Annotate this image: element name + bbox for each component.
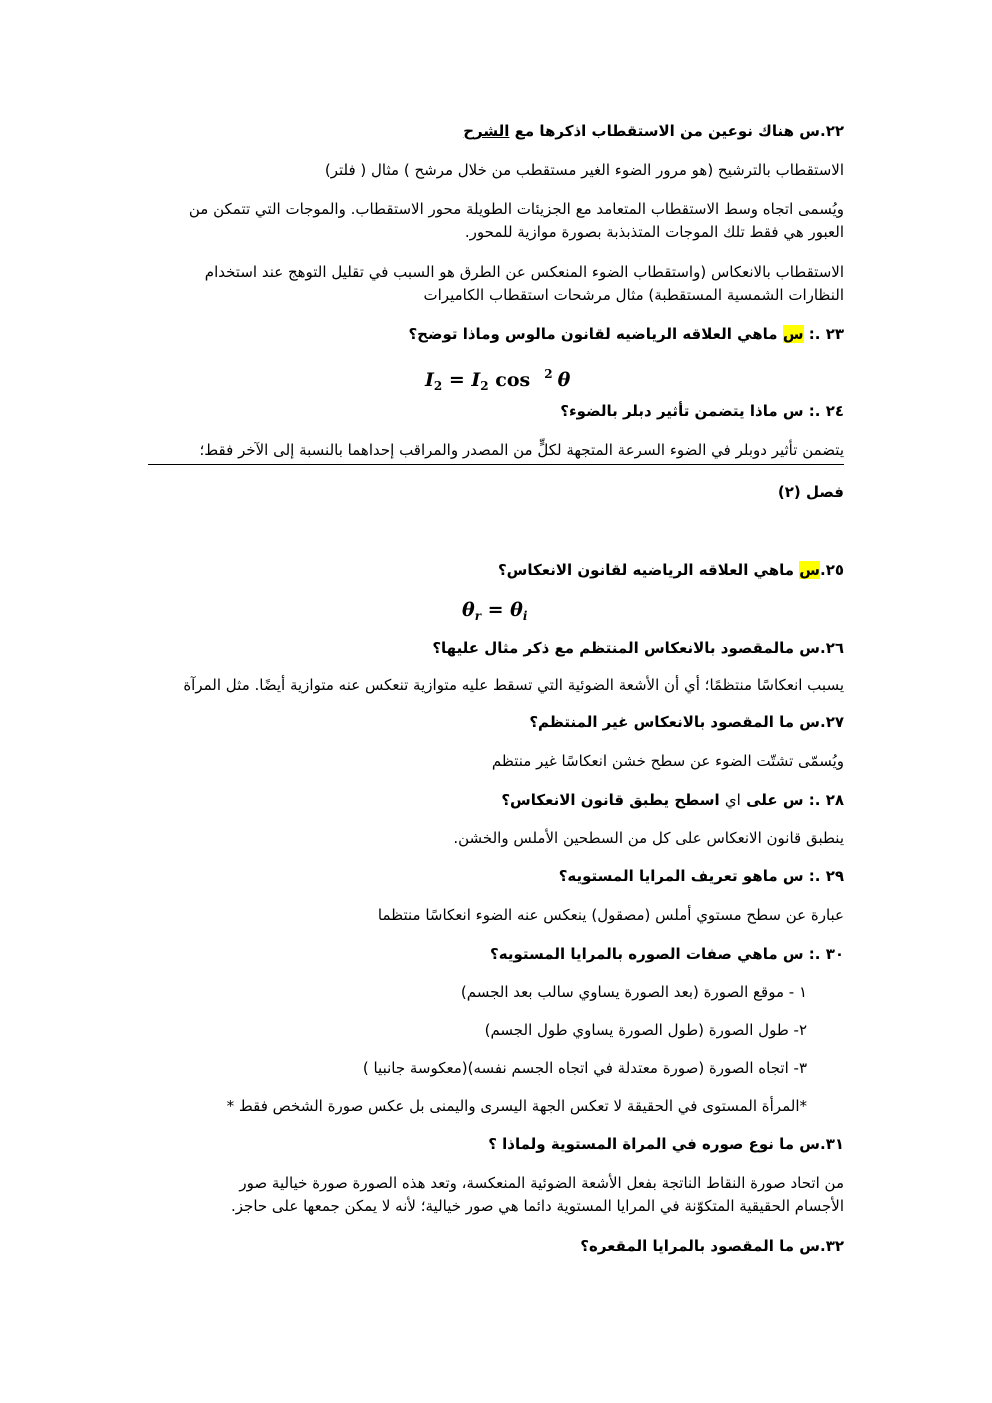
- equation-theta-r: θ: [462, 599, 475, 621]
- question-25-highlight: س: [799, 561, 820, 579]
- question-24-title: ٢٤ .: س ماذا يتضمن تأثير دبلر بالضوء؟: [560, 402, 844, 420]
- question-28-answer: ينطبق قانون الانعكاس على كل من السطحين الأملس والخشن.: [453, 829, 844, 847]
- equation-exponent: 2: [544, 367, 553, 381]
- question-26-title: ٢٦.س مالمقصود بالانعكاس المنتظم مع ذكر مثال عليها؟: [432, 639, 844, 657]
- question-25-title: [498, 559, 844, 582]
- question-30-title: ٣٠ .: س ماهي صفات الصوره بالمرايا المستويه؟: [490, 945, 844, 963]
- question-28-title-a: ٢٨ .: س على: [740, 791, 844, 809]
- equation-theta: θ: [557, 369, 571, 391]
- question-26-answer: يسبب انعكاسًا منتظمًا؛ أي أن الأشعة الضوئية التي تسقط عليه متوازية تنعكس عنه متوازية أيضًا. مثل المرآة: [183, 676, 844, 694]
- equation-equals: =: [442, 369, 472, 391]
- question-29-title: ٢٩ .: س ماهو تعريف المرايا المستويه؟: [558, 867, 844, 885]
- question-24-answer: يتضمن تأثير دوبلر في الضوء السرعة المتجهة لكلٍّ من المصدر والمراقب إحداهما بالنسبة إلى الآخر فقط؛: [199, 441, 844, 459]
- list-item: ١ - موقع الصورة (بعد الصورة يساوي سالب بعد الجسم): [460, 983, 807, 1001]
- chapter-heading: فصل (٢): [777, 483, 844, 501]
- question-22-paragraph-3: الاستقطاب بالانعكاس (واستقطاب الضوء المنعكس عن الطرق هو السبب في تقليل التوهج عند استخدام النظارات الشمسية المستقطبة) مثال مرشحات استقطاب الكاميرات: [204, 263, 844, 304]
- question-22-paragraph-1: الاستقطاب بالترشيح (هو مرور الضوء الغير مستقطب من خلال مرشح ) مثال ( فلتر): [324, 161, 844, 179]
- equation-subscript-r: r: [474, 609, 482, 623]
- question-23-title: [408, 323, 844, 346]
- question-25-number: ٢٥.: [819, 561, 844, 579]
- question-23-text: ماهي العلاقه الرياضيه لقانون مالوس وماذا توضح؟: [408, 325, 783, 343]
- question-28-title-b: اي: [724, 791, 741, 809]
- question-27-answer: ويُسمّى تشتّت الضوء عن سطح خشن انعكاسًا غير منتظم: [491, 752, 844, 770]
- equation-rhs: I: [471, 369, 481, 391]
- question-29-answer: عبارة عن سطح مستوي أملس (مصقول) ينعكس عنه الضوء انعكاسًا منتظما: [377, 906, 844, 924]
- section-divider: [148, 464, 844, 465]
- question-31-title: ٣١.س ما نوع صوره في المراة المستوية ولماذا ؟: [488, 1135, 844, 1153]
- question-28-title: [501, 789, 844, 812]
- list-item: ٣- اتجاه الصورة (صورة معتدلة في اتجاه الجسم نفسه)(معكوسة جانبيا ): [362, 1059, 807, 1077]
- equation-subscript-i: i: [522, 609, 528, 623]
- question-25-text: ماهي العلاقه الرياضيه لقانون الانعكاس؟: [497, 561, 800, 579]
- equation-lhs-subscript: 2: [433, 379, 443, 393]
- question-22-title: [463, 120, 844, 143]
- question-28-title-c: اسطح يطبق قانون الانعكاس؟: [501, 791, 725, 809]
- question-32-title: ٣٢.س ما المقصود بالمرايا المقعره؟: [580, 1237, 844, 1255]
- reflection-law-equation: [462, 597, 527, 629]
- malus-law-equation: [425, 361, 570, 399]
- equation-equals-2: =: [481, 599, 511, 621]
- question-22-title-text: ٢٢.س هناك نوعين من الاستقطاب اذكرها مع: [509, 122, 844, 140]
- list-item-note: *المرأة المستوى في الحقيقة لا تعكس الجهة اليسرى واليمنى بل عكس صورة الشخص فقط *: [226, 1097, 807, 1115]
- question-27-title: ٢٧.س ما المقصود بالانعكاس غير المنتظم؟: [529, 713, 844, 731]
- equation-cos: cos: [488, 369, 531, 391]
- equation-rhs-subscript: 2: [480, 379, 489, 393]
- question-23-highlight: س: [782, 325, 804, 343]
- equation-lhs: I: [425, 369, 434, 391]
- question-22-title-underlined: الشرح: [463, 122, 510, 140]
- question-22-paragraph-2: ويُسمى اتجاه وسط الاستقطاب المتعامد مع الجزيئات الطويلة محور الاستقطاب. والموجات التي تتمكن من العبور هي فقط تلك الموجات المتذبذبة بصورة موازية للمحور.: [188, 200, 844, 241]
- question-23-number: ٢٣ .:: [803, 325, 844, 343]
- question-31-answer: من اتحاد صورة النقاط الناتجة بفعل الأشعة الضوئية المنعكسة، وتعد هذه الصورة صورة خيالية صور الأجسام الحقيقية المتكوّنة في المرايا المستوية دائما هي صور خيالية؛ لأنه لا يمكن جمعها على حاجز.: [231, 1174, 844, 1215]
- equation-theta-i: θ: [510, 599, 523, 621]
- list-item: ٢- طول الصورة (طول الصورة يساوي طول الجسم): [484, 1021, 807, 1039]
